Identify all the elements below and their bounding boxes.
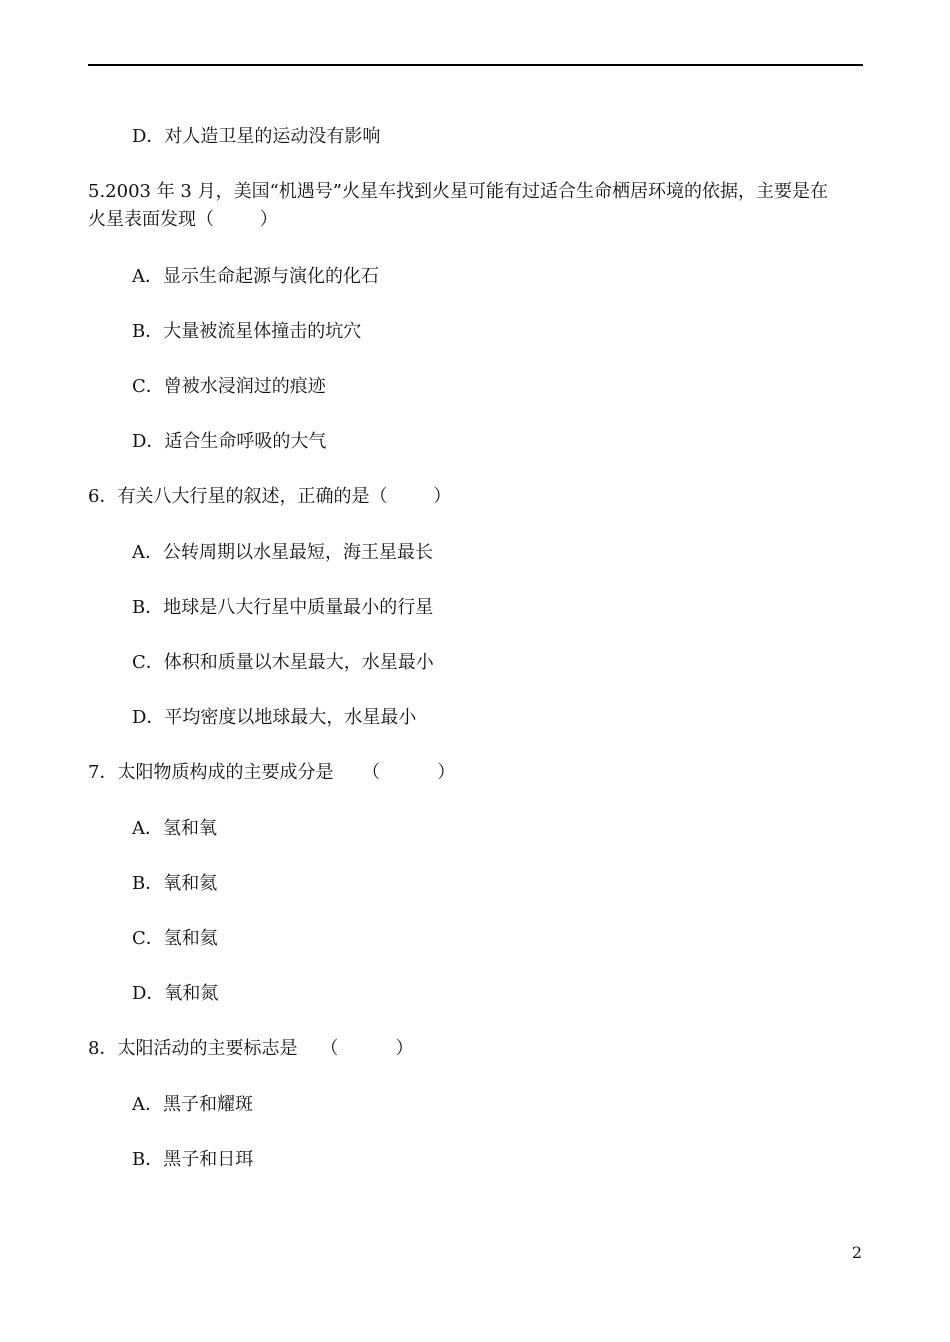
- q5-stem-line2: 火星表面发现（ ）: [88, 209, 278, 230]
- q7-option-d: D．氧和氮: [132, 983, 219, 1004]
- q7-stem: 7．太阳物质构成的主要成分是 （ ）: [88, 762, 456, 783]
- page-number: 2: [851, 1243, 862, 1262]
- q5-option-d: D．适合生命呼吸的大气: [132, 431, 327, 452]
- q6-option-c: C．体积和质量以木星最大，水星最小: [132, 652, 434, 673]
- q8-stem: 8．太阳活动的主要标志是 （ ）: [88, 1038, 414, 1059]
- q6-option-d: D．平均密度以地球最大，水星最小: [132, 707, 417, 728]
- q5-stem-line1: 5.2003 年 3 月，美国“机遇号”火星车找到火星可能有过适合生命栖居环境的依据，主要是在: [88, 181, 829, 202]
- q6-option-b: B．地球是八大行星中质量最小的行星: [132, 597, 434, 618]
- q6-stem: 6．有关八大行星的叙述，正确的是（ ）: [88, 486, 452, 507]
- q7-option-c: C．氢和氦: [132, 928, 218, 949]
- header-rule: [88, 64, 863, 66]
- q8-option-b: B．黑子和日珥: [132, 1149, 254, 1170]
- q8-option-a: A．黑子和耀斑: [132, 1094, 253, 1115]
- q4-option-d: D．对人造卫星的运动没有影响: [132, 126, 381, 147]
- q5-option-c: C．曾被水浸润过的痕迹: [132, 376, 326, 397]
- q5-option-b: B．大量被流星体撞击的坑穴: [132, 321, 362, 342]
- q7-option-b: B．氧和氦: [132, 873, 218, 894]
- q6-option-a: A．公转周期以水星最短，海王星最长: [132, 542, 433, 563]
- q7-option-a: A．氢和氧: [132, 818, 217, 839]
- q5-option-a: A．显示生命起源与演化的化石: [132, 266, 379, 287]
